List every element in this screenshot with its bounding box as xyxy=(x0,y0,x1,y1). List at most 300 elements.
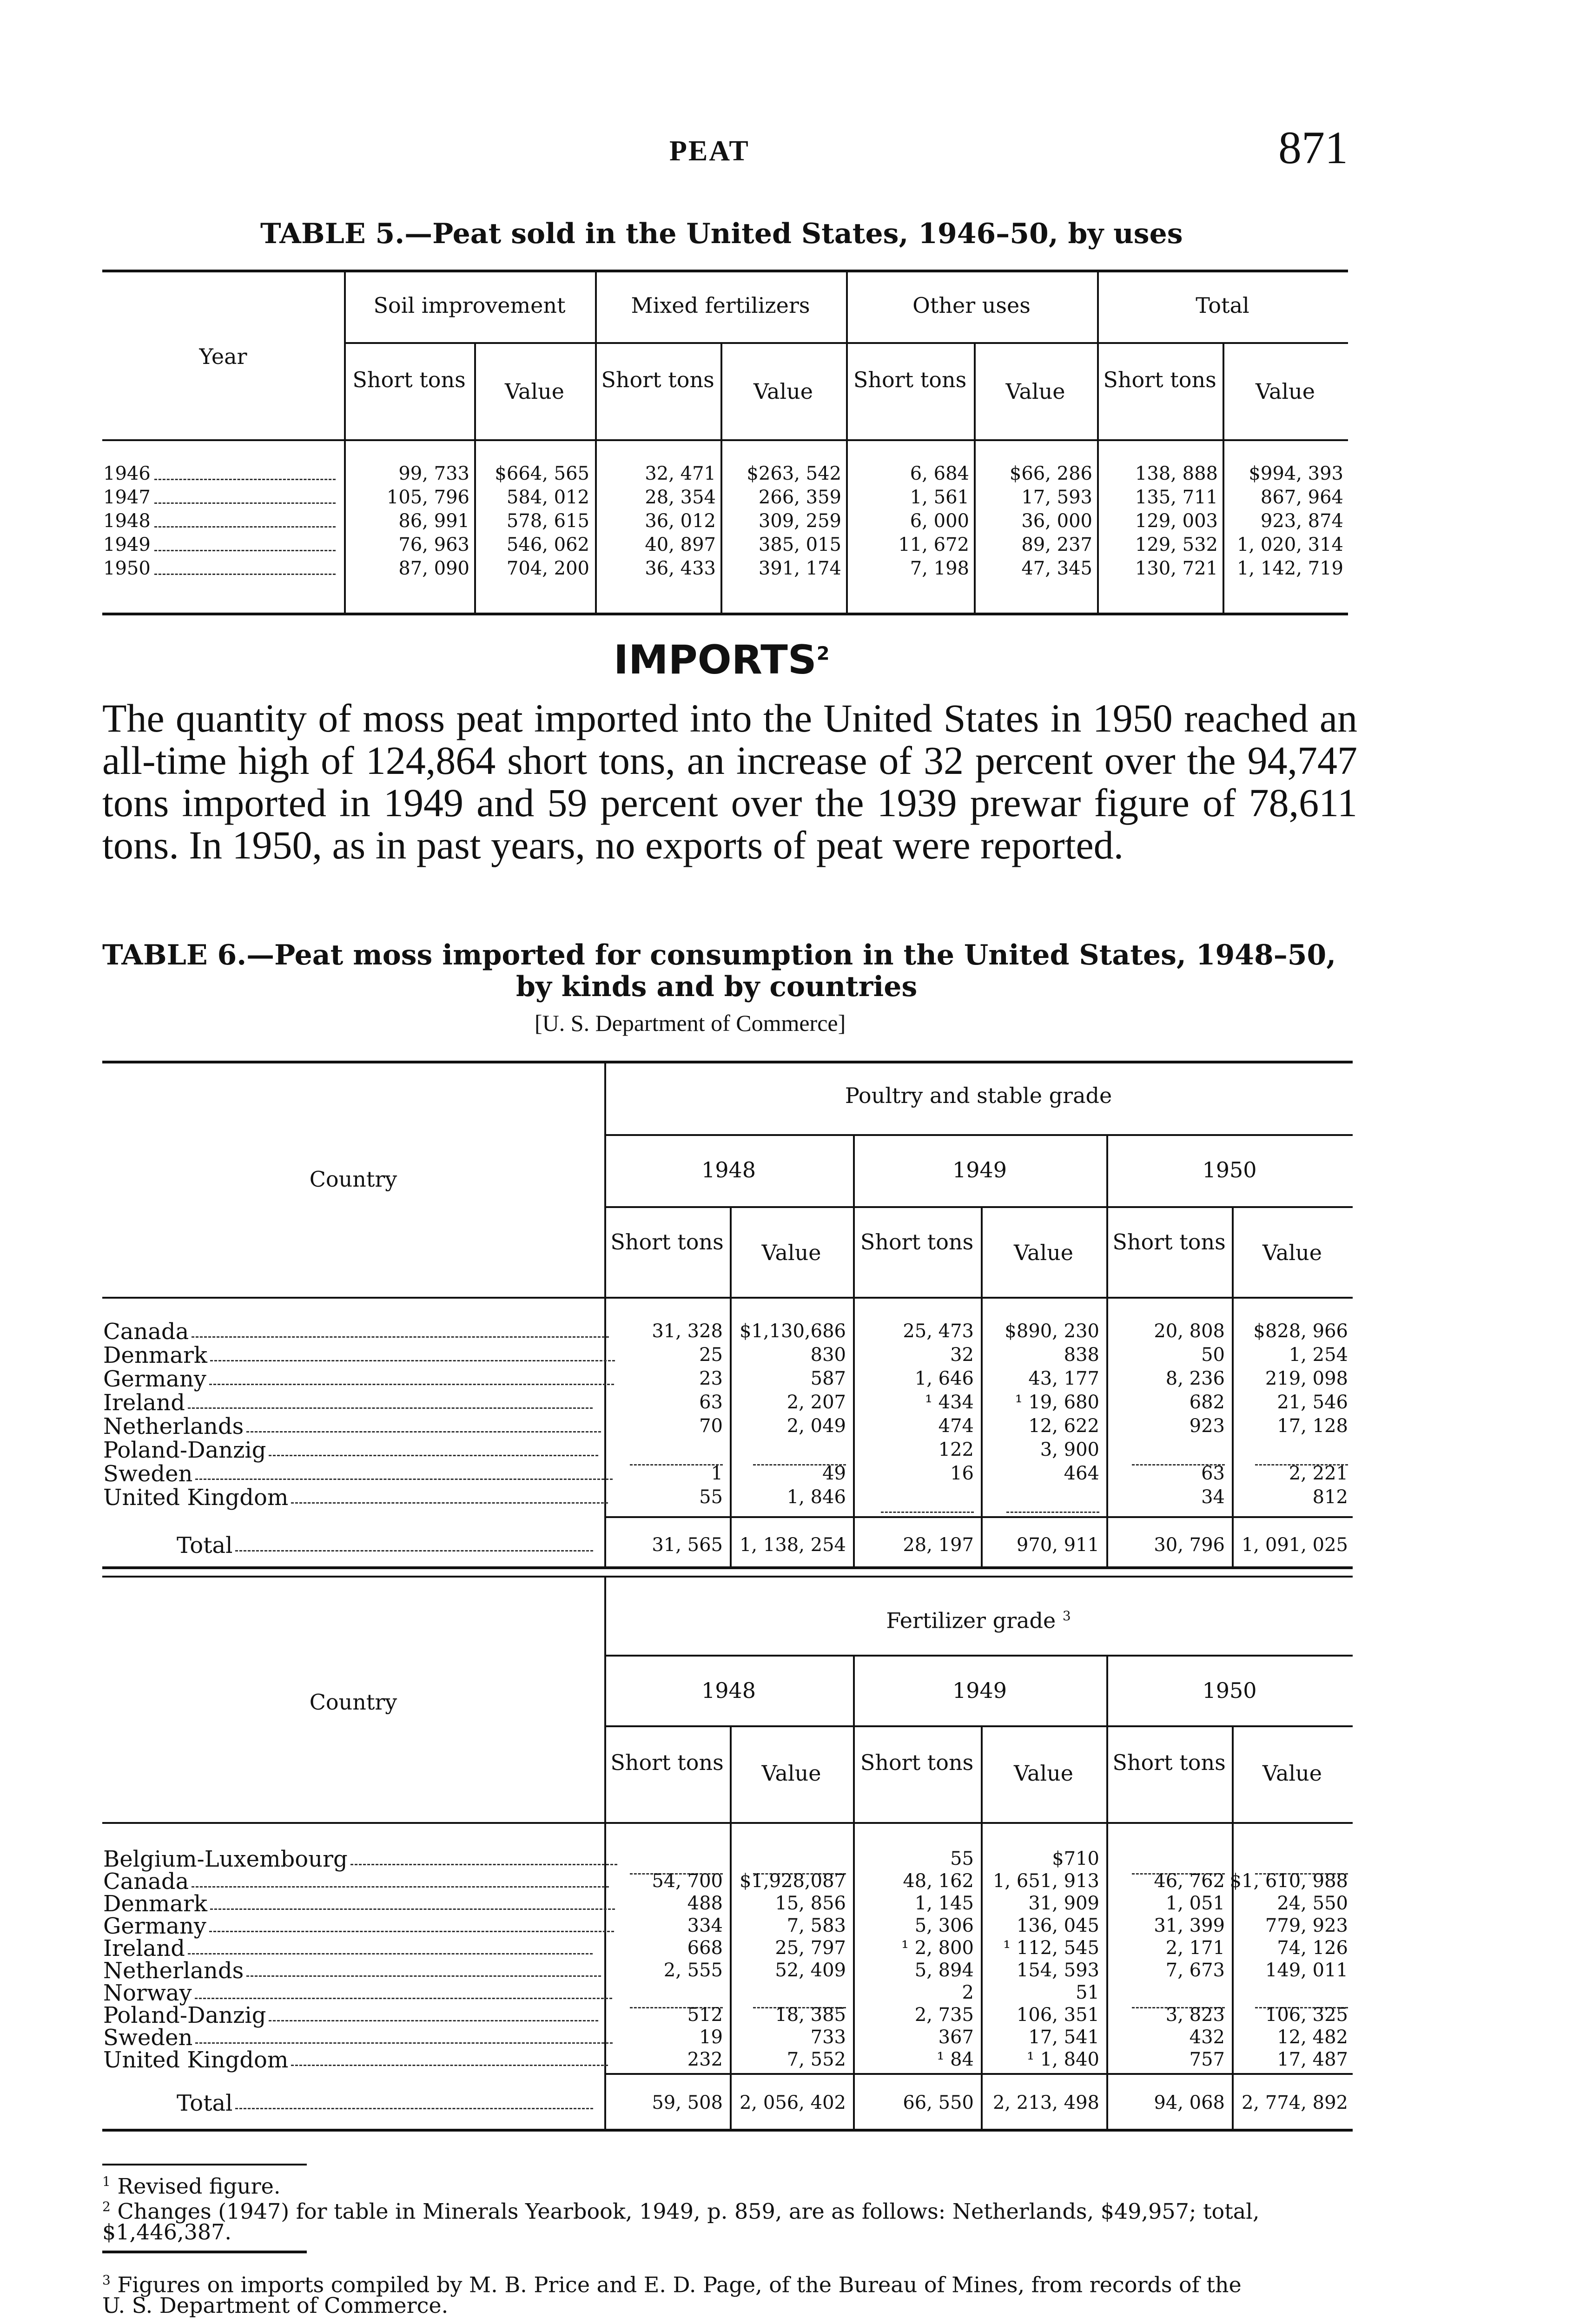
year-header: 1948 xyxy=(701,1157,756,1182)
country-label: Sweden xyxy=(103,2025,193,2051)
sub-value: Value xyxy=(1014,1761,1073,1786)
empty-cell-dash xyxy=(988,1491,1099,1513)
table-cell: 36, 000 xyxy=(1021,510,1092,532)
table-row-label xyxy=(103,1937,593,1960)
table-cell: 34 xyxy=(1201,1486,1225,1508)
table6-source: [U. S. Department of Commerce] xyxy=(535,1010,846,1036)
table-cell: 1, 651, 913 xyxy=(992,1870,1099,1892)
table5-top-rule xyxy=(102,270,1348,272)
table-cell: 12, 622 xyxy=(1028,1415,1099,1437)
country-label: Denmark xyxy=(103,1342,207,1368)
table-cell: ¹ 19, 680 xyxy=(1015,1392,1099,1413)
table-cell: $710 xyxy=(1052,1848,1099,1869)
leader-dots xyxy=(154,526,336,528)
total-cell: 66, 550 xyxy=(903,2092,974,2113)
table-cell: 1, 051 xyxy=(1165,1893,1225,1914)
table-cell: 135, 711 xyxy=(1135,487,1218,508)
leader-dots xyxy=(192,1336,609,1338)
footnote-mark: 2 xyxy=(102,2199,111,2214)
footnote-1-text: Revised figure. xyxy=(117,2173,281,2199)
footnote-rule xyxy=(102,2164,307,2166)
table-cell: 7, 673 xyxy=(1165,1960,1225,1981)
table-cell: 309, 259 xyxy=(758,510,841,532)
fertilizer-heading xyxy=(604,1604,1353,1633)
table-cell: 1 xyxy=(711,1463,723,1484)
country-label: Ireland xyxy=(103,1935,185,1961)
table-cell: 76, 963 xyxy=(398,534,469,555)
table6-rule xyxy=(102,1061,1353,1063)
table5-sub-value: Value xyxy=(1005,379,1065,404)
table-row-label xyxy=(103,1892,615,1915)
table-cell: 40, 897 xyxy=(645,534,716,555)
table-cell: 584, 012 xyxy=(506,487,589,508)
table-cell: 12, 482 xyxy=(1277,2027,1348,2048)
year-label: 1948 xyxy=(103,510,151,532)
leader-dots xyxy=(1006,1512,1099,1513)
table6-rule xyxy=(604,1134,1353,1136)
table-cell: 779, 923 xyxy=(1265,1915,1348,1936)
table-cell: 8, 236 xyxy=(1165,1368,1225,1389)
table-cell: 812 xyxy=(1312,1486,1348,1508)
table5-group-header: Soil improvement xyxy=(373,293,566,318)
table-row-label xyxy=(103,462,336,485)
table6-rule xyxy=(604,1516,1353,1518)
country-label: Germany xyxy=(103,1366,206,1392)
imports-paragraph: The quantity of moss peat imported into the United States in 1950 reached an all-time high of 124,864 short tons, an increase of 32 percent over the 94,747 tons imported in 1949 and 59 percent over the 1939 prewar figure of 78,611 tons. In 1950, as in past years, no exports of peat were reported. xyxy=(102,696,1357,867)
table-cell: 1, 561 xyxy=(910,487,969,508)
table-cell: 48, 162 xyxy=(903,1870,974,1892)
year-header: 1949 xyxy=(952,1678,1007,1703)
table-cell: 50 xyxy=(1201,1344,1225,1366)
table-row-label xyxy=(103,510,336,532)
table6-rule xyxy=(102,1822,1353,1824)
imports-heading-text: IMPORTS xyxy=(614,637,817,683)
country-label: Germany xyxy=(103,1913,206,1939)
total-label: Total xyxy=(177,1532,233,1558)
leader-dots xyxy=(192,1886,609,1888)
footnote-mark: 2 xyxy=(816,643,830,665)
total-cell: 30, 796 xyxy=(1154,1534,1225,1556)
table-cell: 17, 593 xyxy=(1021,487,1092,508)
table-cell: 1, 254 xyxy=(1289,1344,1348,1366)
table-cell: $66, 286 xyxy=(1009,463,1092,484)
table-row-label xyxy=(103,1415,601,1438)
table5-sub-short: Short tons xyxy=(1103,367,1216,392)
sub-value: Value xyxy=(761,1761,821,1786)
table-cell: 74, 126 xyxy=(1277,1937,1348,1959)
table-cell: 1, 646 xyxy=(914,1368,974,1389)
table5-group-header: Mixed fertilizers xyxy=(631,293,810,318)
table-cell: 1, 145 xyxy=(914,1893,974,1914)
table-cell: 25, 797 xyxy=(775,1937,846,1959)
table5-sub-short: Short tons xyxy=(853,367,967,392)
table-cell: 47, 345 xyxy=(1021,558,1092,579)
table-row-label xyxy=(103,2004,598,2027)
total-cell: 94, 068 xyxy=(1154,2092,1225,2113)
total-cell: 59, 508 xyxy=(652,2092,723,2113)
sub-short: Short tons xyxy=(610,1229,724,1254)
total-cell: 2, 213, 498 xyxy=(992,2092,1099,2113)
table-cell: $664, 565 xyxy=(495,463,589,484)
sub-short: Short tons xyxy=(1112,1229,1226,1254)
table-cell: $994, 393 xyxy=(1249,463,1343,484)
table-cell: ¹ 84 xyxy=(937,2049,974,2070)
table6-rule xyxy=(102,1576,1353,1578)
table-cell: 546, 062 xyxy=(506,534,589,555)
table-cell: 3, 823 xyxy=(1165,2004,1225,2026)
table-cell: 36, 433 xyxy=(645,558,716,579)
table-cell: $828, 966 xyxy=(1253,1320,1348,1342)
sub-short: Short tons xyxy=(1112,1750,1226,1775)
table-cell: 432 xyxy=(1189,2027,1225,2048)
footnote-2-cont: $1,446,387. xyxy=(102,2219,231,2245)
table-cell: ¹ 2, 800 xyxy=(901,1937,974,1959)
country-label: Netherlands xyxy=(103,1413,244,1439)
table-cell: 923, 874 xyxy=(1260,510,1343,532)
country-header: Country xyxy=(309,1167,397,1192)
leader-dots xyxy=(195,2042,613,2044)
year-label: 1947 xyxy=(103,487,151,508)
total-cell: 28, 197 xyxy=(903,1534,974,1556)
table-cell: 149, 011 xyxy=(1265,1960,1348,1981)
table-cell: 54, 700 xyxy=(652,1870,723,1892)
country-label: Ireland xyxy=(103,1390,185,1416)
table-cell: 266, 359 xyxy=(758,487,841,508)
table-cell: 31, 328 xyxy=(652,1320,723,1342)
leader-dots xyxy=(188,1953,593,1954)
table-cell: 25 xyxy=(699,1344,723,1366)
table-cell: 49 xyxy=(822,1463,846,1484)
table6-title-line1: TABLE 6.—Peat moss imported for consumption in the United States, 1948–50, xyxy=(102,939,1336,971)
table5-sub-short: Short tons xyxy=(601,367,714,392)
table-cell: 7, 198 xyxy=(910,558,969,579)
leader-dots xyxy=(154,479,336,480)
table-cell: 923 xyxy=(1189,1415,1225,1437)
table5-bottom-rule xyxy=(102,613,1348,615)
sub-value: Value xyxy=(1262,1761,1322,1786)
footnote-mark: 3 xyxy=(102,2272,111,2288)
table-cell: 20, 808 xyxy=(1154,1320,1225,1342)
table-cell: 232 xyxy=(687,2049,723,2070)
table-row-label xyxy=(103,1462,613,1486)
table-cell: 757 xyxy=(1189,2049,1225,2070)
table5-title: TABLE 5.—Peat sold in the United States, 1946–50, by uses xyxy=(260,218,1183,250)
table-cell: 2 xyxy=(962,1982,974,2003)
table5-sub-value: Value xyxy=(753,379,813,404)
total-cell: 1, 138, 254 xyxy=(739,1534,846,1556)
footnote-3-cont: U. S. Department of Commerce. xyxy=(102,2293,449,2318)
table-cell: 5, 894 xyxy=(914,1960,974,1981)
table-cell: 474 xyxy=(938,1415,974,1437)
table-cell: 31, 399 xyxy=(1154,1915,1225,1936)
table-cell: 154, 593 xyxy=(1016,1960,1099,1981)
year-header: 1949 xyxy=(952,1157,1007,1182)
country-label: Canada xyxy=(103,1319,189,1345)
table-cell: 55 xyxy=(699,1486,723,1508)
table-cell: 130, 721 xyxy=(1135,558,1218,579)
table-cell: ¹ 434 xyxy=(925,1392,974,1413)
table-cell: 867, 964 xyxy=(1260,487,1343,508)
table-cell: 488 xyxy=(687,1893,723,1914)
leader-dots xyxy=(154,574,336,575)
total-row-label xyxy=(177,1534,593,1557)
table6-rule xyxy=(604,1206,1353,1208)
table-row-label xyxy=(103,2048,608,2072)
table-cell: 6, 684 xyxy=(910,463,969,484)
table-cell: 2, 735 xyxy=(914,2004,974,2026)
year-label: 1950 xyxy=(103,558,151,579)
year-header: 1950 xyxy=(1202,1678,1257,1703)
leader-dots xyxy=(291,2065,608,2066)
table-row-label xyxy=(103,1344,615,1367)
leader-dots xyxy=(210,1360,615,1361)
table5-vrule xyxy=(344,270,346,614)
country-label: Poland-Danzig xyxy=(103,2002,266,2028)
leader-dots xyxy=(291,1502,608,1504)
table-cell: 219, 098 xyxy=(1265,1368,1348,1389)
table-cell: 512 xyxy=(687,2004,723,2026)
table5-sub-short: Short tons xyxy=(352,367,466,392)
table-cell: 138, 888 xyxy=(1135,463,1218,484)
sub-short: Short tons xyxy=(860,1229,974,1254)
table5-vrule xyxy=(846,270,848,614)
table-cell: 682 xyxy=(1189,1392,1225,1413)
table-cell: 28, 354 xyxy=(645,487,716,508)
table-cell: 7, 583 xyxy=(786,1915,846,1936)
table-row-label xyxy=(103,1915,614,1938)
table-cell: $890, 230 xyxy=(1005,1320,1099,1342)
leader-dots xyxy=(246,1975,601,1977)
country-header: Country xyxy=(309,1690,397,1715)
leader-dots xyxy=(195,1479,613,1480)
table-row-label xyxy=(103,1870,609,1893)
table-cell: 7, 552 xyxy=(786,2049,846,2070)
table-cell: 106, 351 xyxy=(1016,2004,1099,2026)
table-cell: ¹ 1, 840 xyxy=(1027,2049,1099,2070)
leader-dots xyxy=(350,1864,617,1865)
table-cell: 31, 909 xyxy=(1028,1893,1099,1914)
table-cell: 391, 174 xyxy=(758,558,841,579)
table6-title-line2: by kinds and by countries xyxy=(516,971,918,1003)
table-row-label xyxy=(103,1848,617,1871)
table-cell: 385, 015 xyxy=(758,534,841,555)
table-row-label xyxy=(103,1320,609,1343)
table-cell: 55 xyxy=(950,1848,974,1869)
total-cell: 970, 911 xyxy=(1016,1534,1099,1556)
table-cell: 122 xyxy=(938,1439,974,1460)
table-cell: 334 xyxy=(687,1915,723,1936)
table5-head-rule xyxy=(102,439,1348,441)
table-cell: 63 xyxy=(1201,1463,1225,1484)
table-cell: 51 xyxy=(1076,1982,1099,2003)
table-cell: $1,130,686 xyxy=(739,1320,846,1342)
year-label: 1946 xyxy=(103,463,151,484)
table-cell: 89, 237 xyxy=(1021,534,1092,555)
table-row-label xyxy=(103,1486,608,1509)
imports-heading xyxy=(614,637,830,683)
total-cell: 2, 774, 892 xyxy=(1241,2092,1348,2113)
table-cell: 830 xyxy=(810,1344,846,1366)
table-row-label xyxy=(103,1959,601,1982)
table-cell: ¹ 112, 545 xyxy=(1003,1937,1099,1959)
table5-sub-value: Value xyxy=(1256,379,1315,404)
table-cell: 2, 171 xyxy=(1165,1937,1225,1959)
year-label: 1949 xyxy=(103,534,151,555)
table-cell: 15, 856 xyxy=(775,1893,846,1914)
leader-dots xyxy=(188,1407,593,1409)
country-label: Denmark xyxy=(103,1891,207,1917)
country-label: Norway xyxy=(103,1980,192,2006)
footnote-1 xyxy=(102,2170,281,2198)
table-cell: 129, 532 xyxy=(1135,534,1218,555)
footnote-2-text: Changes (1947) for table in Minerals Yearbook, 1949, p. 859, are as follows: Netherlands, $49,957; total, xyxy=(117,2199,1260,2224)
table-cell: 464 xyxy=(1064,1463,1099,1484)
table-cell: 2, 555 xyxy=(663,1960,723,1981)
table-cell: 43, 177 xyxy=(1028,1368,1099,1389)
table-cell: 32, 471 xyxy=(645,463,716,484)
table-cell: 17, 128 xyxy=(1277,1415,1348,1437)
year-header: 1948 xyxy=(701,1678,756,1703)
empty-cell-dash xyxy=(862,1491,974,1513)
table-cell: 2, 049 xyxy=(786,1415,846,1437)
footnote-2 xyxy=(102,2195,1260,2223)
table-cell: 367 xyxy=(938,2027,974,2048)
table-cell: 17, 487 xyxy=(1277,2049,1348,2070)
table-cell: 18, 385 xyxy=(775,2004,846,2026)
table-cell: $263, 542 xyxy=(747,463,841,484)
table-row-label xyxy=(103,1981,612,2005)
table6-rule xyxy=(604,1655,1353,1657)
table-cell: 136, 045 xyxy=(1016,1915,1099,1936)
total-row-label xyxy=(177,2092,593,2115)
page-number: 871 xyxy=(1278,122,1348,173)
table-row-label xyxy=(103,1367,614,1391)
table6-rule xyxy=(102,2129,1353,2132)
leader-dots xyxy=(154,502,336,504)
table-cell: 17, 541 xyxy=(1028,2027,1099,2048)
table-cell: $1,928,087 xyxy=(739,1870,846,1892)
leader-dots xyxy=(209,1384,614,1385)
table-cell: 587 xyxy=(810,1368,846,1389)
total-cell: 2, 056, 402 xyxy=(739,2092,846,2113)
total-cell: 1, 091, 025 xyxy=(1241,1534,1348,1556)
table-cell: 3, 900 xyxy=(1040,1439,1099,1460)
table-cell: 87, 090 xyxy=(398,558,469,579)
table-cell: 1, 846 xyxy=(786,1486,846,1508)
poultry-heading: Poultry and stable grade xyxy=(845,1083,1112,1108)
table-cell: 105, 796 xyxy=(386,487,469,508)
table-cell: 86, 991 xyxy=(398,510,469,532)
sub-short: Short tons xyxy=(860,1750,974,1775)
leader-dots xyxy=(195,1998,612,1999)
running-head: PEAT xyxy=(669,135,750,167)
table-cell: 2, 221 xyxy=(1289,1463,1348,1484)
table-row-label xyxy=(103,557,336,580)
table-row-label xyxy=(103,1439,598,1462)
table-cell: 25, 473 xyxy=(903,1320,974,1342)
table-cell: 21, 546 xyxy=(1277,1392,1348,1413)
table5-year-header: Year xyxy=(199,344,247,369)
country-label: United Kingdom xyxy=(103,2047,289,2073)
leader-dots xyxy=(210,1908,615,1910)
table6-rule xyxy=(604,2073,1353,2075)
table-cell: 704, 200 xyxy=(506,558,589,579)
table-cell: 5, 306 xyxy=(914,1915,974,1936)
table-row-label xyxy=(103,2026,613,2049)
country-label: Canada xyxy=(103,1868,189,1895)
table-cell: 106, 325 xyxy=(1265,2004,1348,2026)
table-cell: 2, 207 xyxy=(786,1392,846,1413)
table6-rule xyxy=(102,1297,1353,1299)
country-label: Belgium-Luxembourg xyxy=(103,1846,348,1872)
leader-dots xyxy=(246,1431,601,1433)
table-cell: 23 xyxy=(699,1368,723,1389)
table-cell: 129, 003 xyxy=(1135,510,1218,532)
table-cell: 99, 733 xyxy=(398,463,469,484)
table-cell: 70 xyxy=(699,1415,723,1437)
table-cell: 32 xyxy=(950,1344,974,1366)
country-label: Netherlands xyxy=(103,1958,244,1984)
fertilizer-heading-text: Fertilizer grade xyxy=(886,1608,1056,1633)
table-cell: 19 xyxy=(699,2027,723,2048)
footnote-mark: 3 xyxy=(1062,1608,1071,1624)
year-header: 1950 xyxy=(1202,1157,1257,1182)
table-cell: 733 xyxy=(810,2027,846,2048)
footnote-mark: 1 xyxy=(102,2174,111,2189)
table-row-label xyxy=(103,486,336,508)
total-label: Total xyxy=(177,2090,233,2116)
leader-dots xyxy=(881,1512,974,1513)
table-cell: $1, 610, 988 xyxy=(1229,1870,1348,1892)
table5-sub-value: Value xyxy=(505,379,564,404)
country-label: Sweden xyxy=(103,1461,193,1487)
table-row-label xyxy=(103,534,336,556)
table-cell: 63 xyxy=(699,1392,723,1413)
sub-value: Value xyxy=(1262,1240,1322,1265)
leader-dots xyxy=(209,1931,614,1932)
table5-group-header: Other uses xyxy=(912,293,1031,318)
table-cell: 838 xyxy=(1064,1344,1099,1366)
sub-value: Value xyxy=(1014,1240,1073,1265)
table6-rule xyxy=(604,1725,1353,1727)
table6-rule xyxy=(102,1566,1353,1569)
leader-dots xyxy=(235,1550,593,1552)
table-cell: 16 xyxy=(950,1463,974,1484)
leader-dots xyxy=(154,550,336,551)
sub-value: Value xyxy=(761,1240,821,1265)
table-cell: 1, 020, 314 xyxy=(1236,534,1343,555)
table-cell: 11, 672 xyxy=(898,534,969,555)
table-cell: 36, 012 xyxy=(645,510,716,532)
table-cell: 46, 762 xyxy=(1154,1870,1225,1892)
table-cell: 668 xyxy=(687,1937,723,1959)
sub-short: Short tons xyxy=(610,1750,724,1775)
total-cell: 31, 565 xyxy=(652,1534,723,1556)
leader-dots xyxy=(235,2108,593,2109)
table5-group-header: Total xyxy=(1196,293,1249,318)
table-cell: 6, 000 xyxy=(910,510,969,532)
table-cell: 52, 409 xyxy=(775,1960,846,1981)
table-row-label xyxy=(103,1391,593,1414)
country-label: Poland-Danzig xyxy=(103,1437,266,1463)
table-cell: 24, 550 xyxy=(1277,1893,1348,1914)
footnote-rule xyxy=(102,2251,307,2253)
leader-dots xyxy=(269,1455,598,1456)
table-cell: 578, 615 xyxy=(506,510,589,532)
country-label: United Kingdom xyxy=(103,1485,289,1511)
footnote-3-text: Figures on imports compiled by M. B. Price and E. D. Page, of the Bureau of Mines, from records of the xyxy=(117,2272,1242,2298)
leader-dots xyxy=(269,2020,598,2021)
